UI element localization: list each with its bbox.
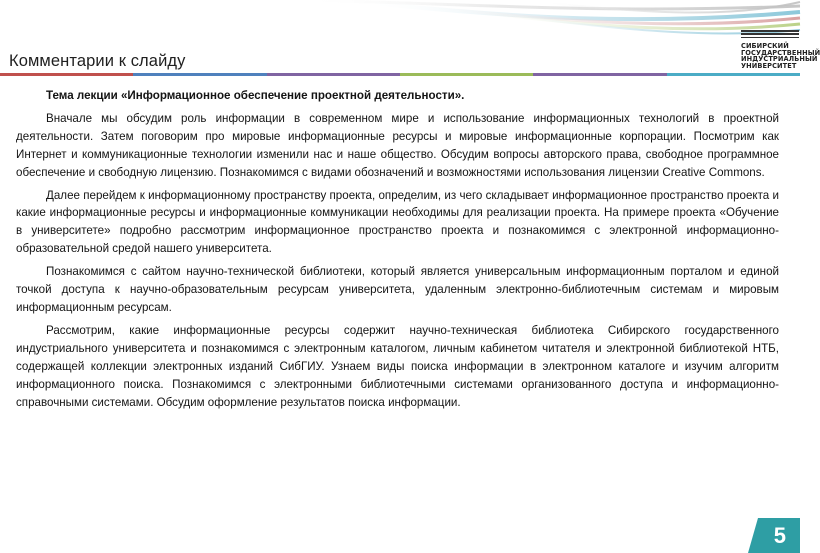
color-bar-segment xyxy=(400,73,533,76)
decorative-swoosh xyxy=(0,0,800,55)
paragraph: Далее перейдем к информационному пространству проекта, определим, из чего складывает информационное пространство проекта и какие информационные ресурсы и информационные коммуникации необходимы для реализации проекта. На примере проекта «Обучение в университете» подробно рассмотрим информационное пространство проекта и познакомимся с электронной информационно-образовательной средой нашего университета. xyxy=(16,188,779,256)
color-bar-segment xyxy=(133,73,266,76)
paragraph: Познакомимся с сайтом научно-технической библиотеки, который является универсальным информационным порталом и единой точкой доступа к научно-образовательным ресурсам университета, удаленным электронно-библиотечным системам и мировым информационным ресурсам. xyxy=(16,265,779,314)
slide-content xyxy=(16,87,779,416)
logo-emblem-icon xyxy=(741,30,799,40)
slide-title: Комментарии к слайду xyxy=(9,52,186,70)
color-bar-segment xyxy=(267,73,400,76)
color-bar-segment xyxy=(533,73,666,76)
header-color-bar xyxy=(0,73,800,76)
paragraph: Рассмотрим, какие информационные ресурсы содержит научно-техническая библиотека Сибирского государственного индустриального университета и познакомимся с электронным каталогом, личным кабинетом читателя и электронной библиотекой НТБ, содержащей коллекции электронных изданий СибГИУ. Узнаем виды поиска информации в электронном каталоге и изучим алгоритм информационного поиска. Познакомимся с электронными библиотечными системами организованного доступа и информационно-справочными системами. Обсудим оформление результатов поиска информации. xyxy=(16,323,779,409)
logo-text: СИБИРСКИЙ ГОСУДАРСТВЕННЫЙ ИНДУСТРИАЛЬНЫЙ УНИВЕРСИТЕТ xyxy=(741,42,820,70)
page-number-badge xyxy=(748,518,800,553)
paragraph: Вначале мы обсудим роль информации в современном мире и использование информационных технологий в проектной деятельности. Затем поговорим про мировые информационные ресурсы и мировые информационные корпорации. Посмотрим как Интернет и коммуникационные технологии изменили нас и наше общество. Обсудим вопросы авторского права, свободное программное обеспечение и свободную лицензию. Познакомимся с видами обозначений и возможностями использования лицензии Creative Commons. xyxy=(16,111,779,179)
university-logo xyxy=(741,30,820,72)
page-number: 5 xyxy=(773,523,786,548)
color-bar-segment xyxy=(667,73,800,76)
color-bar-segment xyxy=(0,73,133,76)
lecture-topic: Тема лекции «Информационное обеспечение проектной деятельности». xyxy=(46,89,465,102)
